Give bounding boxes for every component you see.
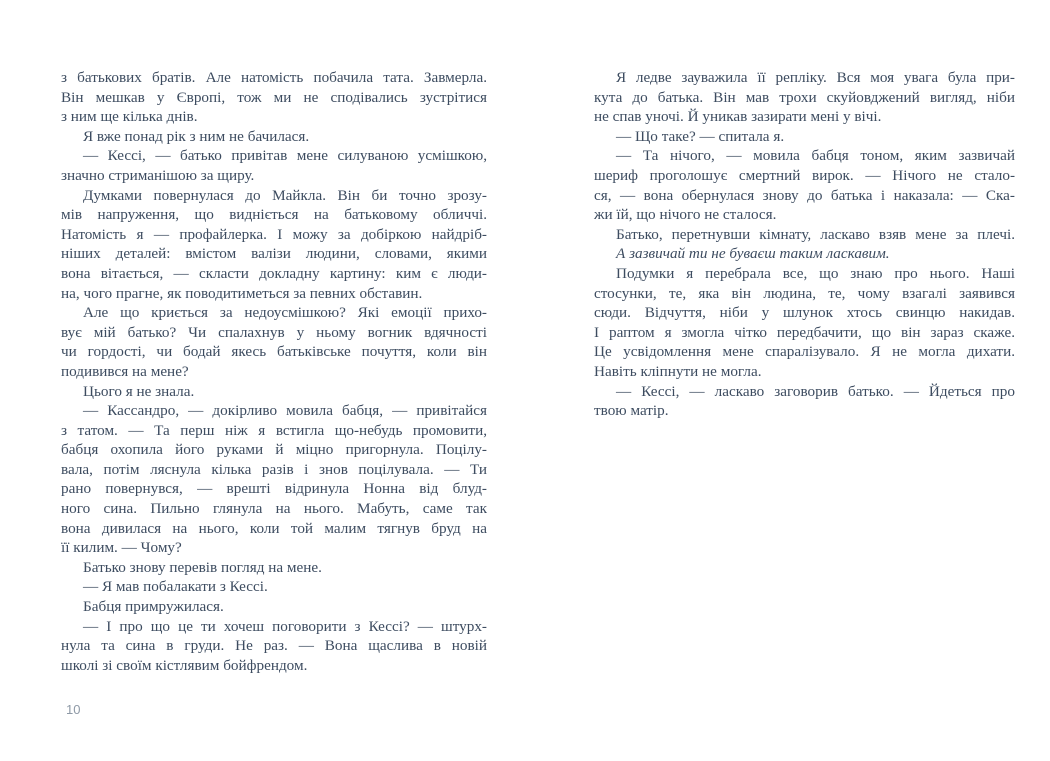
text-line: її килим. — Чому? — [61, 539, 182, 557]
page-number: 10 — [66, 702, 81, 717]
text-line: з татом. — Та перш ніж я встигла що-небудь промовити, — [61, 421, 487, 439]
text-line: школі зі своїм кістлявим бойфрендом. — [61, 656, 308, 674]
text-line: вала, потім ляснула кілька разів і знов поцілувала. — Ти — [61, 460, 487, 478]
text-line: Бабця примружилася. — [83, 598, 224, 616]
text-line: бабця охопила його руками й міцно пригорнула. Поцілу- — [61, 441, 487, 459]
text-line: мів напруження, що видніється на батьковому обличчі. — [61, 206, 487, 224]
text-line: ного сина. Пильно глянула на нього. Мабуть, саме так — [61, 500, 487, 518]
text-line: Він мешкав у Європі, тож ми не сподівались зустрітися — [61, 88, 487, 106]
text-line: значно стриманішою за щиру. — [61, 166, 255, 184]
text-line: з ним ще кілька днів. — [61, 108, 198, 126]
text-line: шериф проголошує смертний вирок. — Нічого не стало- — [594, 166, 1015, 184]
text-line: Навіть кліпнути не могла. — [594, 362, 762, 380]
text-line: — Я мав побалакати з Кессі. — [83, 578, 268, 596]
text-line: І раптом я змогла чітко передбачити, що він зараз скаже. — [594, 323, 1015, 341]
right-page-text — [594, 68, 1015, 421]
text-line: стосунки, те, яка він людина, те, чому взагалі заявився — [594, 284, 1015, 302]
text-line: ся, — вона обернулася знову до батька і наказала: — Ска- — [594, 186, 1015, 204]
text-line: жи їй, що нічого не сталося. — [594, 206, 777, 224]
text-line: рано повернувся, — врешті відринула Нонна від блуд- — [61, 480, 487, 498]
text-line: Подумки я перебрала все, що знаю про нього. Наші — [616, 264, 1015, 282]
text-line: нула та сина в груди. Не раз. — Вона щаслива в новій — [61, 637, 487, 655]
text-line: на, чого прагне, як поводитиметься за певних обставин. — [61, 284, 423, 302]
text-line: — Та нічого, — мовила бабця тоном, яким зазвичай — [616, 147, 1015, 165]
text-line: Я ледве зауважила її репліку. Вся моя увага була при- — [616, 69, 1015, 86]
text-line: не спав уночі. Й уникав зазирати мені у вічі. — [594, 108, 882, 126]
text-line: ніших деталей: вмістом валізи людини, словами, якими — [61, 245, 487, 263]
text-line: — Кассандро, — докірливо мовила бабця, — привітайся — [83, 402, 487, 420]
text-line: А зазвичай ти не буваєш таким ласкавим. — [616, 245, 890, 263]
text-line: вона вітається, — скласти докладну картину: ким є люди- — [61, 264, 487, 282]
text-line: вона дивилася на нього, коли той малим тягнув бруд на — [61, 519, 487, 537]
text-line: Я вже понад рік з ним не бачилася. — [83, 127, 310, 145]
left-page-text — [61, 68, 487, 675]
text-line: — Що таке? — спитала я. — [616, 127, 785, 145]
text-line: з батькових братів. Але натомість побачила тата. Завмерла. — [61, 69, 487, 86]
text-line: вує мій батько? Чи спалахнув у ньому вогник вдячності — [61, 323, 487, 341]
text-line: кута до батька. Він мав трохи скуйовджений вигляд, ніби — [594, 88, 1015, 106]
text-line: Батько знову перевів погляд на мене. — [83, 558, 322, 576]
text-line: — І про що це ти хочеш поговорити з Кессі? — штурх- — [83, 617, 487, 635]
text-line: Але що криється за недоусмішкою? Які емоції прихо- — [83, 304, 487, 322]
text-line: твою матір. — [594, 402, 669, 420]
text-line: чи гордості, чи бодай якесь батьківське почуття, коли він — [61, 343, 487, 361]
text-line: Цього я не знала. — [83, 382, 195, 400]
text-line: Думками повернулася до Майкла. Він би точно зрозу- — [83, 186, 487, 204]
text-line: сюди. Відчуття, ніби у шлунок хтось свинцю накидав. — [594, 304, 1015, 322]
text-line: Це усвідомлення мене спаралізувало. Я не могла дихати. — [594, 343, 1015, 361]
text-line: — Кессі, — батько привітав мене силуваною усмішкою, — [83, 147, 487, 165]
text-line: — Кессі, — ласкаво заговорив батько. — Йдеться про — [616, 382, 1015, 400]
text-line: Натомість я — профайлерка. І можу за добіркою найдріб- — [61, 225, 487, 243]
text-line: подивився на мене? — [61, 362, 189, 380]
text-line: Батько, перетнувши кімнату, ласкаво взяв мене за плечі. — [616, 225, 1015, 243]
